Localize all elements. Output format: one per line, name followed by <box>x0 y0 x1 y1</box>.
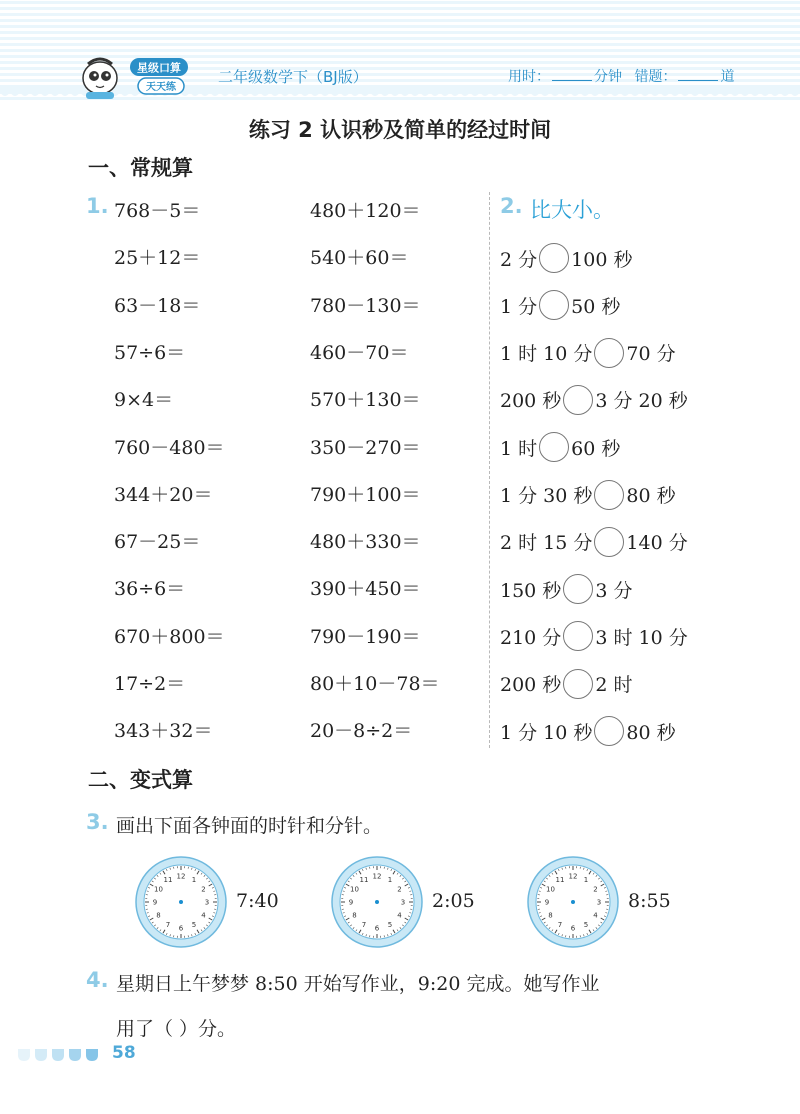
clock-number: 2 <box>397 885 402 894</box>
q1-expression: 670＋800＝ <box>114 625 225 648</box>
q1-expression: 768－5＝ <box>114 200 201 222</box>
comparison-left: 2 分 <box>500 248 538 271</box>
answer-circle[interactable] <box>539 432 569 462</box>
q1-expression: 480＋330＝ <box>310 531 421 554</box>
clock-number: 5 <box>387 921 393 930</box>
time-label: 用时： <box>508 69 550 85</box>
clock-number: 12 <box>176 872 186 881</box>
clock-number: 11 <box>163 875 173 884</box>
clock-number: 8 <box>156 911 161 920</box>
comparison-left: 150 秒 <box>500 579 562 602</box>
answer-circle[interactable] <box>563 574 593 604</box>
footer-decoration <box>18 1045 108 1065</box>
answer-circle[interactable] <box>594 480 624 510</box>
q1-expression: 780－130＝ <box>310 294 421 317</box>
comparison-row <box>500 668 632 700</box>
q1-expression: 67－25＝ <box>114 531 201 554</box>
comparison-right: 80 秒 <box>626 485 676 507</box>
question-3-number: 3. <box>86 810 109 834</box>
question-1-number: 1. <box>86 194 109 218</box>
clock-number: 8 <box>352 911 357 920</box>
time-error-record <box>508 66 734 86</box>
comparison-row <box>500 620 688 652</box>
clock-face[interactable] <box>526 855 620 949</box>
comparison-right: 70 分 <box>626 343 676 366</box>
page-title: 练习 2 认识秒及简单的经过时间 <box>248 118 552 142</box>
clock-number: 7 <box>165 921 171 930</box>
comparison-row <box>500 479 676 511</box>
answer-circle[interactable] <box>594 338 624 368</box>
clock-number: 10 <box>154 885 163 894</box>
q1-expression: 57÷6＝ <box>114 341 186 364</box>
question-2-title: 比大小。 <box>530 198 614 222</box>
question-4-line-1: 星期日上午梦梦 8:50 开始写作业，9:20 完成。她写作业 <box>116 973 600 995</box>
clock-number: 9 <box>152 898 158 907</box>
comparison-right: 2 时 <box>595 674 633 697</box>
answer-circle[interactable] <box>563 385 593 415</box>
clock-face[interactable] <box>330 855 424 949</box>
answer-circle[interactable] <box>594 527 624 557</box>
clock-number: 6 <box>178 924 184 933</box>
errors-blank[interactable] <box>678 68 718 81</box>
clock-number: 11 <box>555 875 565 884</box>
q1-expression: 344＋20＝ <box>114 483 213 506</box>
comparison-row <box>500 384 688 416</box>
q1-expression: 36÷6＝ <box>114 578 186 601</box>
q1-expression: 17÷2＝ <box>114 673 186 695</box>
comparison-left: 210 分 <box>500 626 562 649</box>
comparison-row <box>500 337 676 369</box>
page-number: 58 <box>112 1043 136 1063</box>
clock-number: 2 <box>201 885 206 894</box>
answer-circle[interactable] <box>563 621 593 651</box>
question-4-number: 4. <box>86 968 109 992</box>
clock-time-label: 8:55 <box>628 890 671 912</box>
clock-number: 1 <box>387 875 393 884</box>
clock-number: 4 <box>397 911 402 920</box>
clock-time-label: 2:05 <box>432 890 475 912</box>
clock-center-dot <box>375 900 379 904</box>
q1-expression: 20－8÷2＝ <box>310 720 413 743</box>
comparison-row <box>500 573 632 605</box>
question-2-number: 2. <box>500 194 523 218</box>
clock-number: 7 <box>361 921 367 930</box>
comparison-left: 1 时 <box>500 437 538 460</box>
comparison-right: 140 分 <box>626 532 688 555</box>
clock-number: 11 <box>359 875 369 884</box>
q1-expression: 63－18＝ <box>114 294 201 317</box>
q1-expression: 760－480＝ <box>114 436 225 459</box>
q1-expression: 390＋450＝ <box>310 578 421 601</box>
answer-circle[interactable] <box>539 290 569 320</box>
q1-expression: 540＋60＝ <box>310 247 409 270</box>
clock-number: 12 <box>568 872 578 881</box>
section-heading-variation: 二、变式算 <box>88 768 193 792</box>
errors-unit: 道 <box>720 69 735 85</box>
clock-number: 7 <box>557 921 563 930</box>
comparison-right: 3 分 20 秒 <box>595 390 688 413</box>
question-3-text: 画出下面各钟面的时针和分针。 <box>116 815 383 837</box>
time-blank[interactable] <box>552 68 592 81</box>
q1-expression: 480＋120＝ <box>310 200 421 222</box>
clock-number: 8 <box>548 911 553 920</box>
clock-number: 1 <box>583 875 589 884</box>
clock-time-label: 7:40 <box>236 890 279 912</box>
clock-number: 12 <box>372 872 382 881</box>
comparison-left: 200 秒 <box>500 674 562 697</box>
comparison-right: 3 分 <box>595 579 633 602</box>
comparison-left: 1 分 <box>500 295 538 318</box>
clock-number: 3 <box>596 898 602 907</box>
q1-expression: 460－70＝ <box>310 341 409 364</box>
clock-number: 2 <box>593 885 598 894</box>
book-title: 二年级数学下（BJ版） <box>218 68 368 86</box>
clock-number: 4 <box>201 911 206 920</box>
answer-circle[interactable] <box>594 716 624 746</box>
q1-expression: 350－270＝ <box>310 436 421 459</box>
section-heading-routine: 一、常规算 <box>88 156 193 180</box>
comparison-row <box>500 526 688 558</box>
comparison-right: 80 秒 <box>626 721 676 744</box>
clock-center-dot <box>571 900 575 904</box>
comparison-row <box>500 289 620 321</box>
logo-top-text: 星级口算 <box>137 61 181 75</box>
clock-number: 1 <box>191 875 197 884</box>
clock-number: 5 <box>191 921 197 930</box>
answer-circle[interactable] <box>539 243 569 273</box>
comparison-row <box>500 242 632 274</box>
clock-number: 3 <box>204 898 210 907</box>
comparison-row <box>500 715 676 747</box>
comparison-left: 2 时 15 分 <box>500 532 593 555</box>
time-unit: 分钟 <box>594 69 622 85</box>
clock-center-dot <box>179 900 183 904</box>
comparison-row <box>500 431 620 463</box>
comparison-left: 1 分 30 秒 <box>500 485 593 507</box>
clock-number: 6 <box>570 924 576 933</box>
comparison-right: 100 秒 <box>571 248 633 271</box>
comparison-right: 50 秒 <box>571 295 621 318</box>
clock-number: 10 <box>350 885 359 894</box>
clock-number: 9 <box>348 898 354 907</box>
comparison-right: 3 时 10 分 <box>595 626 688 649</box>
clock-number: 3 <box>400 898 406 907</box>
clock-number: 10 <box>546 885 555 894</box>
column-divider <box>489 192 490 748</box>
clock-number: 4 <box>593 911 598 920</box>
q1-expression: 80＋10－78＝ <box>310 673 440 695</box>
question-4-line-2: 用了（ ）分。 <box>116 1018 237 1040</box>
answer-circle[interactable] <box>563 669 593 699</box>
logo <box>78 52 208 100</box>
errors-label: 错题： <box>634 69 677 85</box>
comparison-right: 60 秒 <box>571 437 621 460</box>
clock-number: 9 <box>544 898 550 907</box>
comparison-left: 1 时 10 分 <box>500 343 593 366</box>
clock-number: 6 <box>374 924 380 933</box>
logo-bottom-text: 天天练 <box>146 82 176 93</box>
q1-expression: 9×4＝ <box>114 389 174 412</box>
q1-expression: 570＋130＝ <box>310 389 421 412</box>
q1-expression: 343＋32＝ <box>114 720 213 743</box>
q1-expression: 25＋12＝ <box>114 247 201 270</box>
clock-number: 5 <box>583 921 589 930</box>
comparison-left: 1 分 10 秒 <box>500 721 593 744</box>
q1-expression: 790－190＝ <box>310 625 421 648</box>
comparison-left: 200 秒 <box>500 390 562 413</box>
q1-expression: 790＋100＝ <box>310 483 421 506</box>
clock-face[interactable] <box>134 855 228 949</box>
